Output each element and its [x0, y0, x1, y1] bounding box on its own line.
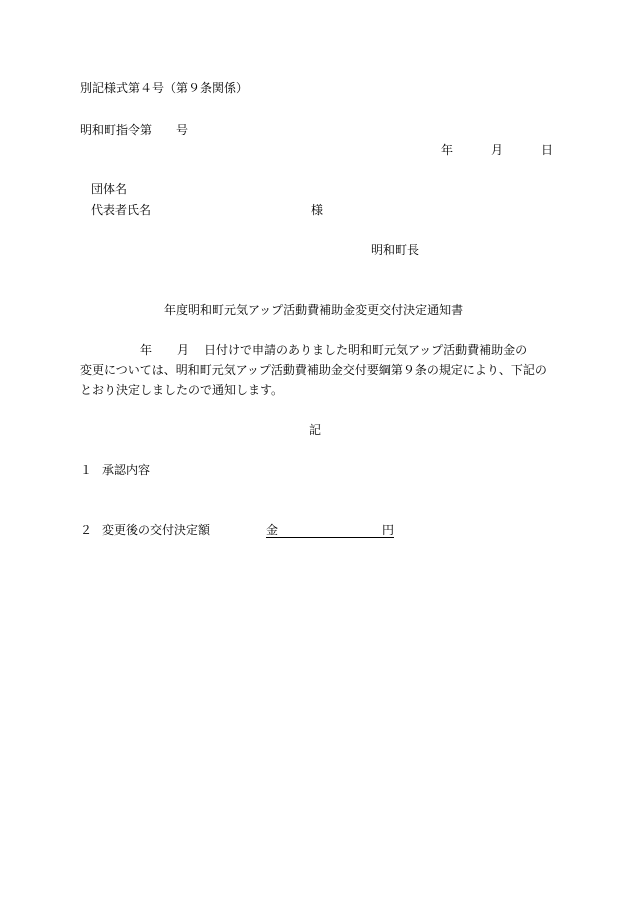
body-line2: 変更については、明和町元気アップ活動費補助金交付要綱第９条の規定により、下記の — [80, 363, 547, 377]
body-line1-year: 年 — [140, 343, 153, 357]
representative-label: 代表者氏名 — [91, 203, 152, 217]
amount-field — [266, 523, 394, 538]
item-2-number: ２ — [80, 523, 93, 537]
amount-suffix: 円 — [381, 523, 394, 537]
amount-prefix: 金 — [266, 523, 279, 537]
body-line1-month: 月 — [177, 343, 190, 357]
ki-heading: 記 — [309, 423, 322, 437]
honorific: 様 — [311, 203, 324, 217]
item-2-label: 変更後の交付決定額 — [102, 523, 211, 537]
body-line3: とおり決定しましたので通知します。 — [80, 383, 284, 397]
date-month-label: 月 — [491, 143, 504, 157]
instruction-number: 明和町指令第 号 — [80, 123, 189, 137]
item-1-label: 承認内容 — [102, 463, 151, 477]
date-year-label: 年 — [441, 143, 454, 157]
form-reference: 別記様式第４号（第９条関係） — [80, 81, 249, 95]
organization-label: 団体名 — [91, 182, 128, 196]
date-day-label: 日 — [541, 143, 554, 157]
item-1-number: １ — [80, 463, 93, 477]
issuer-name: 明和町長 — [371, 243, 420, 257]
body-line1-rest: 日付けで申請のありました明和町元気アップ活動費補助金の — [204, 343, 528, 357]
document-title: 年度明和町元気アップ活動費補助金変更交付決定通知書 — [164, 303, 464, 317]
